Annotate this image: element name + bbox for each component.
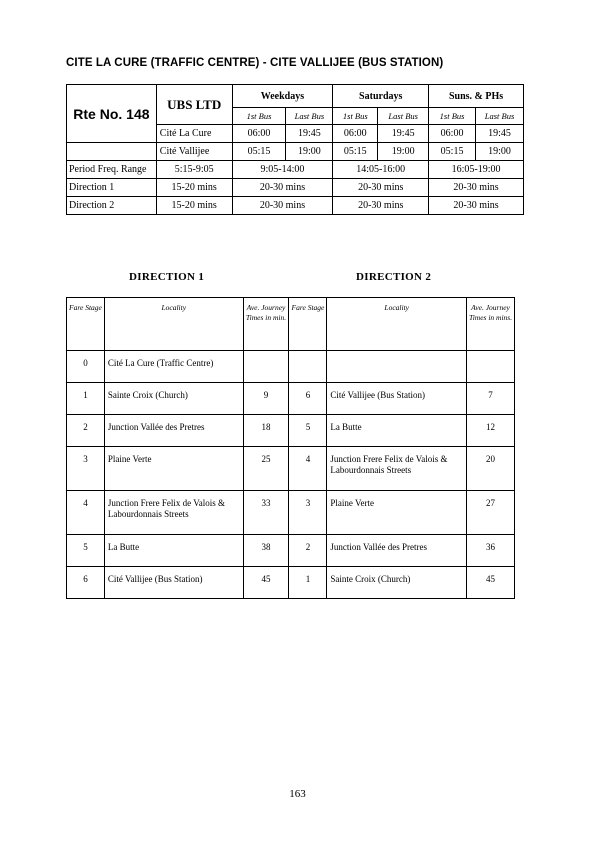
stage-cell: 1 — [289, 567, 327, 599]
table-row — [67, 447, 515, 491]
fare-stage-header: Fare Stage — [289, 298, 327, 351]
first-bus-header: 1st Bus — [232, 108, 286, 125]
time-cell — [467, 351, 515, 383]
last-bus-header: Last Bus — [476, 108, 524, 125]
locality-cell: Cité Vallijee (Bus Station) — [327, 383, 467, 415]
group-sundays: Suns. & PHs — [429, 85, 524, 108]
freq-cell: 16:05-19:00 — [429, 161, 524, 179]
time-cell: 05:15 — [429, 143, 476, 161]
route-timetable — [66, 84, 524, 215]
direction-2-label: Direction 2 — [67, 197, 157, 215]
journey-time-header: Ave. Journey Times in mins. — [467, 298, 515, 351]
stage-cell: 6 — [289, 383, 327, 415]
time-cell: 45 — [243, 567, 289, 599]
time-cell: 12 — [467, 415, 515, 447]
locality-cell: Cité Vallijee (Bus Station) — [104, 567, 243, 599]
page-number: 163 — [289, 788, 306, 800]
time-cell — [243, 351, 289, 383]
last-bus-header: Last Bus — [378, 108, 429, 125]
stage-cell: 4 — [289, 447, 327, 491]
stage-cell: 4 — [67, 491, 105, 535]
time-cell: 06:00 — [429, 125, 476, 143]
blank-cell — [67, 143, 157, 161]
locality-cell: La Butte — [327, 415, 467, 447]
locality-cell — [327, 351, 467, 383]
table-row — [67, 491, 515, 535]
time-cell: 19:00 — [476, 143, 524, 161]
stage-cell: 3 — [289, 491, 327, 535]
locality-cell: Sainte Croix (Church) — [327, 567, 467, 599]
frequency-cell: 20-30 mins — [232, 197, 333, 215]
time-cell: 33 — [243, 491, 289, 535]
locality-cell: Cité La Cure (Traffic Centre) — [104, 351, 243, 383]
stage-cell: 5 — [67, 535, 105, 567]
time-cell: 05:15 — [232, 143, 286, 161]
freq-cell: 5:15-9:05 — [156, 161, 232, 179]
stage-cell: 3 — [67, 447, 105, 491]
time-cell: 9 — [243, 383, 289, 415]
frequency-cell: 20-30 mins — [333, 197, 429, 215]
time-cell: 19:45 — [286, 125, 333, 143]
locality-cell: Junction Vallée des Pretres — [104, 415, 243, 447]
locality-cell: Junction Vallée des Pretres — [327, 535, 467, 567]
locality-cell: Cité Vallijee — [156, 143, 232, 161]
locality-cell: Plaine Verte — [104, 447, 243, 491]
frequency-cell: 20-30 mins — [232, 179, 333, 197]
first-bus-header: 1st Bus — [429, 108, 476, 125]
direction-2-heading: DIRECTION 2 — [356, 271, 432, 283]
time-cell: 45 — [467, 567, 515, 599]
stage-cell: 1 — [67, 383, 105, 415]
direction-1-heading: DIRECTION 1 — [129, 271, 205, 283]
locality-cell: La Butte — [104, 535, 243, 567]
time-cell: 06:00 — [232, 125, 286, 143]
freq-range-label: Period Freq. Range — [67, 161, 157, 179]
stage-cell: 6 — [67, 567, 105, 599]
first-bus-header: 1st Bus — [333, 108, 378, 125]
locality-cell: Junction Frere Felix de Valois & Labourdonnais Streets — [104, 491, 243, 535]
locality-cell: Sainte Croix (Church) — [104, 383, 243, 415]
table-row — [67, 567, 515, 599]
locality-cell: Plaine Verte — [327, 491, 467, 535]
direction-1-label: Direction 1 — [67, 179, 157, 197]
time-cell: 19:00 — [378, 143, 429, 161]
time-cell: 7 — [467, 383, 515, 415]
locality-cell: Junction Frere Felix de Valois & Labourdonnais Streets — [327, 447, 467, 491]
frequency-cell: 15-20 mins — [156, 179, 232, 197]
locality-cell: Cité La Cure — [156, 125, 232, 143]
frequency-cell: 20-30 mins — [429, 197, 524, 215]
table-row — [67, 415, 515, 447]
table-row — [67, 535, 515, 567]
time-cell: 27 — [467, 491, 515, 535]
frequency-cell: 20-30 mins — [333, 179, 429, 197]
fare-stage-table — [66, 297, 515, 599]
freq-cell: 14:05-16:00 — [333, 161, 429, 179]
time-cell: 06:00 — [333, 125, 378, 143]
route-number: Rte No. 148 — [67, 85, 157, 143]
stage-cell: 2 — [67, 415, 105, 447]
frequency-cell: 15-20 mins — [156, 197, 232, 215]
locality-header: Locality — [327, 298, 467, 351]
journey-time-header: Ave. Journey Times in min. — [243, 298, 289, 351]
locality-header: Locality — [104, 298, 243, 351]
stage-cell — [289, 351, 327, 383]
frequency-cell: 20-30 mins — [429, 179, 524, 197]
table-row — [67, 383, 515, 415]
table-row — [67, 351, 515, 383]
time-cell: 19:45 — [476, 125, 524, 143]
time-cell: 20 — [467, 447, 515, 491]
time-cell: 18 — [243, 415, 289, 447]
time-cell: 19:00 — [286, 143, 333, 161]
freq-cell: 9:05-14:00 — [232, 161, 333, 179]
time-cell: 38 — [243, 535, 289, 567]
last-bus-header: Last Bus — [286, 108, 333, 125]
stage-cell: 0 — [67, 351, 105, 383]
group-saturdays: Saturdays — [333, 85, 429, 108]
time-cell: 05:15 — [333, 143, 378, 161]
time-cell: 19:45 — [378, 125, 429, 143]
page-title: CITE LA CURE (TRAFFIC CENTRE) - CITE VALLIJEE (BUS STATION) — [66, 57, 444, 69]
operator-name: UBS LTD — [156, 85, 232, 125]
stage-cell: 2 — [289, 535, 327, 567]
time-cell: 36 — [467, 535, 515, 567]
stage-cell: 5 — [289, 415, 327, 447]
time-cell: 25 — [243, 447, 289, 491]
group-weekdays: Weekdays — [232, 85, 333, 108]
fare-stage-header: Fare Stage — [67, 298, 105, 351]
